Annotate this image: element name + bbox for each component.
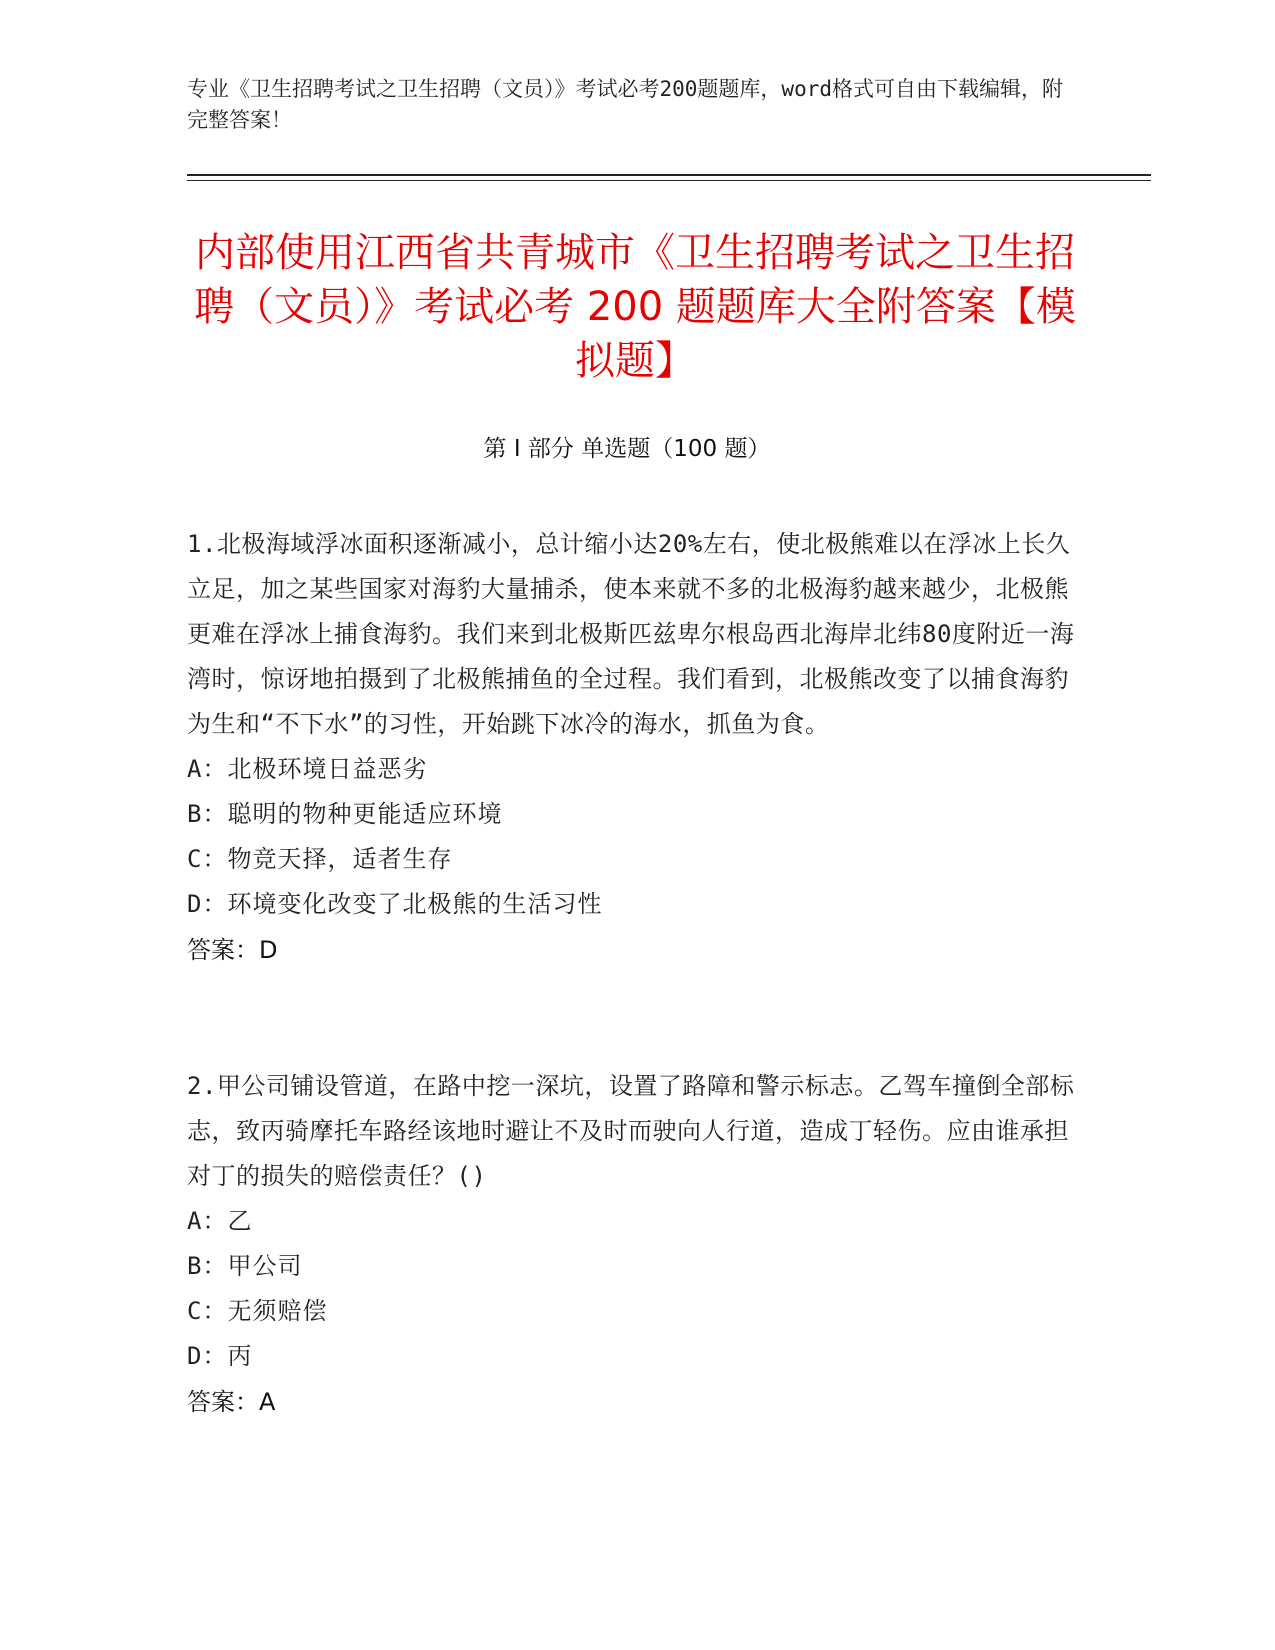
option-a: A：乙	[187, 1207, 253, 1235]
option-b: B：聪明的物种更能适应环境	[187, 800, 503, 828]
option-b: B：甲公司	[187, 1252, 303, 1280]
document-title: 内部使用江西省共青城市《卫生招聘考试之卫生招聘（文员）》考试必考 200 题题库大全附答案【模拟题】	[194, 230, 1076, 384]
answer-line: 答案：A	[187, 1388, 276, 1416]
question-2	[187, 1064, 1077, 1425]
question-stem: 1.北极海域浮冰面积逐渐减小，总计缩小达20%左右，使北极熊难以在浮冰上长久立足，加之某些国家对海豹大量捕杀，使本来就不多的北极海豹越来越少，北极熊更难在浮冰上捕食海豹。我们来到北极斯匹兹卑尔根岛西北海岸北纬80度附近一海湾时，惊讶地拍摄到了北极熊捕鱼的全过程。我们看到，北极熊改变了以捕食海豹为生和“不下水”的习性，开始跳下冰冷的海水，抓鱼为食。	[187, 530, 1075, 738]
option-c: C：无须赔偿	[187, 1297, 328, 1325]
header-divider-thick	[187, 174, 1151, 176]
header-divider-thin	[187, 180, 1151, 181]
option-a: A：北极环境日益恶劣	[187, 755, 428, 783]
answer-line: 答案：D	[187, 936, 278, 964]
question-stem: 2.甲公司铺设管道，在路中挖一深坑，设置了路障和警示标志。乙驾车撞倒全部标志，致丙骑摩托车路经该地时避让不及时而驶向人行道，造成丁轻伤。应由谁承担对丁的损失的赔偿责任？()	[187, 1072, 1075, 1190]
option-c: C：物竞天择，适者生存	[187, 845, 453, 873]
section-heading: 第 I 部分 单选题（100 题）	[483, 436, 771, 462]
header-note: 专业《卫生招聘考试之卫生招聘（文员）》考试必考200题题库，word格式可自由下载编辑，附完整答案！	[187, 77, 1063, 132]
option-d: D：丙	[187, 1342, 253, 1370]
option-d: D：环境变化改变了北极熊的生活习性	[187, 890, 603, 918]
question-1	[187, 522, 1077, 973]
